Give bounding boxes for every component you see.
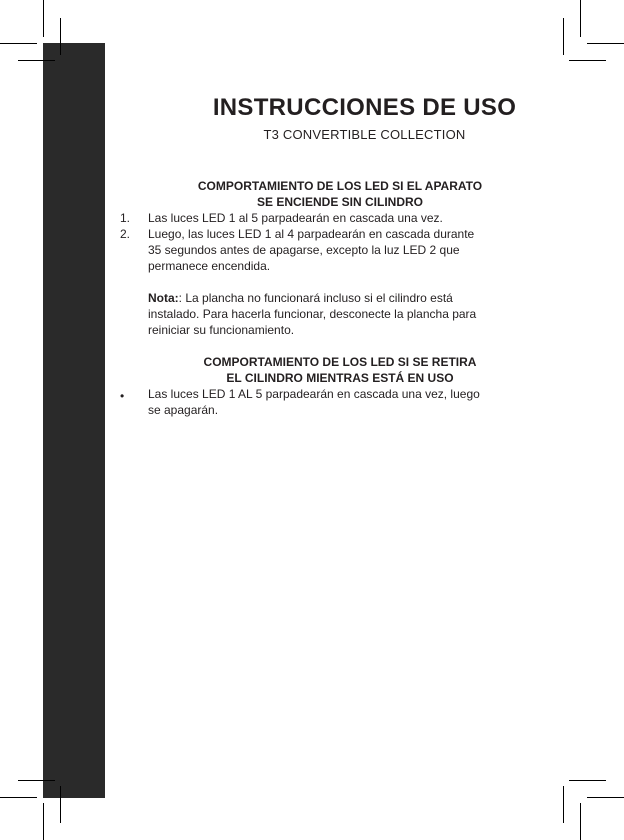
crop-mark (563, 18, 564, 55)
note-paragraph (148, 290, 528, 306)
crop-mark (587, 43, 624, 44)
crop-mark (0, 797, 37, 798)
bullet-icon: • (120, 389, 125, 403)
note-text: reiniciar su funcionamiento. (148, 323, 295, 337)
section-heading: EL CILINDRO MIENTRAS ESTÁ EN USO (226, 371, 454, 385)
crop-mark (0, 43, 37, 44)
section-heading: COMPORTAMIENTO DE LOS LED SI EL APARATO (197, 179, 483, 193)
note-text: instalado. Para hacerla funcionar, desconecte la plancha para (148, 307, 477, 321)
list-marker: 1. (120, 211, 131, 225)
section-startup-without-cylinder (120, 178, 520, 338)
crop-mark (60, 18, 61, 55)
section-cylinder-removed (120, 354, 520, 424)
crop-mark (580, 0, 581, 37)
crop-mark (18, 60, 55, 61)
list-item: 35 segundos antes de apagarse, excepto la luz LED 2 que (148, 243, 460, 257)
note-text: : La plancha no funcionará incluso si el cilindro está (178, 291, 453, 305)
list-item: Las luces LED 1 AL 5 parpadearán en cascada una vez, luego (148, 387, 480, 401)
crop-mark (580, 803, 581, 840)
crop-mark (43, 0, 44, 37)
page-subtitle: T3 CONVERTIBLE COLLECTION (263, 127, 466, 142)
dark-side-band (43, 43, 105, 798)
section-heading: COMPORTAMIENTO DE LOS LED SI SE RETIRA (203, 355, 477, 369)
list-marker: 2. (120, 227, 131, 241)
note-label: Nota: (148, 291, 179, 305)
page-title: INSTRUCCIONES DE USO (212, 94, 517, 121)
list-item: Luego, las luces LED 1 al 4 parpadearán en cascada durante (148, 227, 475, 241)
crop-mark (563, 786, 564, 823)
list-item: se apagarán. (148, 403, 219, 417)
list-item: permanece encendida. (148, 259, 271, 273)
crop-mark (18, 780, 55, 781)
crop-mark (60, 786, 61, 823)
list-item: Las luces LED 1 al 5 parpadearán en cascada una vez. (148, 211, 443, 225)
section-heading: SE ENCIENDE SIN CILINDRO (256, 195, 424, 209)
crop-mark (587, 797, 624, 798)
crop-mark (43, 803, 44, 840)
crop-mark (569, 60, 606, 61)
crop-mark (569, 780, 606, 781)
